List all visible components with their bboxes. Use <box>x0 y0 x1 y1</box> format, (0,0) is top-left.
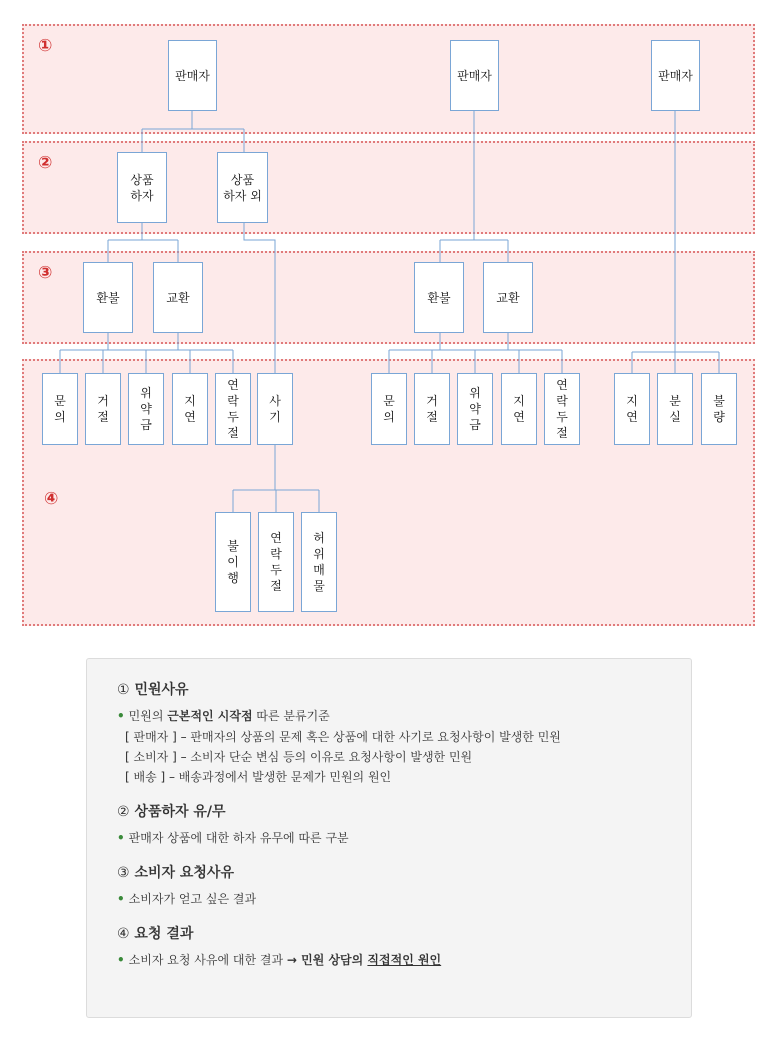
inquiry-box-2 <box>371 373 407 445</box>
char: 지 <box>513 394 525 408</box>
legend-section-1-title <box>117 679 691 699</box>
char: 연 <box>513 410 525 424</box>
contact-lost-box-sub <box>258 512 294 612</box>
seller-label: 판매자 <box>658 68 693 83</box>
bullet-icon: • <box>117 831 125 845</box>
char: 금 <box>140 418 152 432</box>
char: 연 <box>227 378 239 392</box>
char: 위 <box>313 547 325 561</box>
char: 문 <box>54 394 66 408</box>
seller-box-3 <box>651 40 700 111</box>
delay-box-2 <box>501 373 537 445</box>
char: 절 <box>97 410 109 424</box>
legend-title-text: 민원사유 <box>134 682 189 698</box>
bullet-icon: • <box>117 892 125 906</box>
refund-box-1 <box>83 262 133 333</box>
char: 량 <box>713 410 725 424</box>
legend-text: 소비자가 얻고 싶은 결과 <box>128 892 257 906</box>
seller-label: 판매자 <box>175 68 210 83</box>
non-defect-label-line2: 하자 외 <box>223 188 262 203</box>
legend-text: 판매자 상품에 대한 하자 유무에 따른 구분 <box>128 831 349 845</box>
legend-number: ① <box>117 682 130 698</box>
legend-section-3 <box>117 862 691 907</box>
delay-box-1 <box>172 373 208 445</box>
legend-number: ③ <box>117 865 130 881</box>
legend-bullet <box>117 953 691 968</box>
refund-box-2 <box>414 262 464 333</box>
char: 두 <box>227 410 239 424</box>
char: 거 <box>426 394 438 408</box>
char: 두 <box>270 563 282 577</box>
nondelivery-box <box>215 512 251 612</box>
seller-box-2 <box>450 40 499 111</box>
level-2-number: ② <box>38 153 53 173</box>
non-defect-box <box>217 152 268 223</box>
legend-text: 민원의 <box>128 709 168 723</box>
legend-text: 소비자 요청 사유에 대한 결과 <box>128 953 287 967</box>
char: 약 <box>140 402 152 416</box>
char: 연 <box>626 410 638 424</box>
char: 위 <box>469 386 481 400</box>
defect-box <box>117 152 167 223</box>
legend-panel <box>86 658 692 1018</box>
exchange-label: 교환 <box>166 290 190 305</box>
char: 락 <box>270 547 282 561</box>
legend-bullet <box>117 892 691 907</box>
inquiry-box-1 <box>42 373 78 445</box>
char: 물 <box>313 579 325 593</box>
char: 연 <box>270 531 282 545</box>
legend-text: 따른 분류기준 <box>252 709 330 723</box>
char: 절 <box>270 579 282 593</box>
char: 기 <box>269 410 281 424</box>
arrow-icon: → <box>286 953 297 967</box>
defect-label-line2: 하자 <box>130 188 154 203</box>
char: 행 <box>227 571 239 585</box>
level-1-number: ① <box>38 36 53 56</box>
penalty-box-1 <box>128 373 164 445</box>
refund-label: 환불 <box>96 290 120 305</box>
contact-lost-box-1 <box>215 373 251 445</box>
seller-label: 판매자 <box>457 68 492 83</box>
char: 약 <box>469 402 481 416</box>
legend-title-text: 상품하자 유/무 <box>134 804 226 820</box>
level-4-number: ④ <box>44 489 59 509</box>
char: 이 <box>227 555 239 569</box>
legend-bullet <box>117 831 691 846</box>
legend-section-2-title <box>117 801 691 821</box>
exchange-label: 교환 <box>496 290 520 305</box>
char: 지 <box>626 394 638 408</box>
char: 문 <box>383 394 395 408</box>
char: 금 <box>469 418 481 432</box>
penalty-box-2 <box>457 373 493 445</box>
char: 불 <box>713 394 725 408</box>
char: 사 <box>269 394 281 408</box>
char: 락 <box>227 394 239 408</box>
non-defect-label-line1: 상품 <box>230 172 255 187</box>
bullet-icon: • <box>117 709 125 723</box>
legend-sub-consumer: [ 소비자 ] – 소비자 단순 변심 등의 이유로 요청사항이 발생한 민원 <box>125 750 473 764</box>
char: 실 <box>669 410 681 424</box>
legend-title-text: 요청 결과 <box>129 926 194 942</box>
legend-section-2 <box>117 801 691 846</box>
legend-bold-text: 근본적인 시작점 <box>167 709 253 723</box>
char: 매 <box>313 563 325 577</box>
faulty-box <box>701 373 737 445</box>
legend-section-4 <box>117 923 691 968</box>
legend-sub-seller: [ 판매자 ] – 판매자의 상품의 문제 혹은 상품에 대한 사기로 요청사항이 발생한 민원 <box>125 730 561 744</box>
refusal-box-2 <box>414 373 450 445</box>
legend-sub-delivery: [ 배송 ] – 배송과정에서 발생한 문제가 민원의 원인 <box>125 770 392 784</box>
char: 절 <box>556 426 568 440</box>
char: 의 <box>383 410 395 424</box>
fraud-box <box>257 373 293 445</box>
char: 위 <box>140 386 152 400</box>
char: 절 <box>426 410 438 424</box>
defect-label-line1: 상품 <box>130 172 154 187</box>
char: 거 <box>97 394 109 408</box>
level-3-number: ③ <box>38 263 53 283</box>
refusal-box-1 <box>85 373 121 445</box>
refund-label: 환불 <box>427 290 451 305</box>
fake-listing-box <box>301 512 337 612</box>
char: 절 <box>227 426 239 440</box>
char: 의 <box>54 410 66 424</box>
char: 연 <box>184 410 196 424</box>
legend-bold-text: 민원 상담의 <box>296 953 368 967</box>
legend-section-1 <box>117 679 691 785</box>
seller-box-1 <box>168 40 217 111</box>
loss-box <box>657 373 693 445</box>
contact-lost-box-2 <box>544 373 580 445</box>
char: 연 <box>556 378 568 392</box>
char: 지 <box>184 394 196 408</box>
legend-title-text: 소비자 요청사유 <box>134 865 234 881</box>
bullet-icon: • <box>117 953 125 967</box>
legend-number: ④ <box>117 926 130 942</box>
exchange-box-2 <box>483 262 533 333</box>
legend-section-3-title <box>117 862 691 882</box>
delay-box-3 <box>614 373 650 445</box>
legend-section-4-title <box>117 923 691 943</box>
exchange-box-1 <box>153 262 203 333</box>
legend-number: ② <box>117 804 130 820</box>
char: 분 <box>669 394 681 408</box>
char: 락 <box>556 394 568 408</box>
char: 허 <box>313 531 325 545</box>
legend-bold-underline-text: 직접적인 원인 <box>367 953 442 967</box>
char: 두 <box>556 410 568 424</box>
legend-bullet <box>117 709 691 724</box>
char: 불 <box>227 539 239 553</box>
